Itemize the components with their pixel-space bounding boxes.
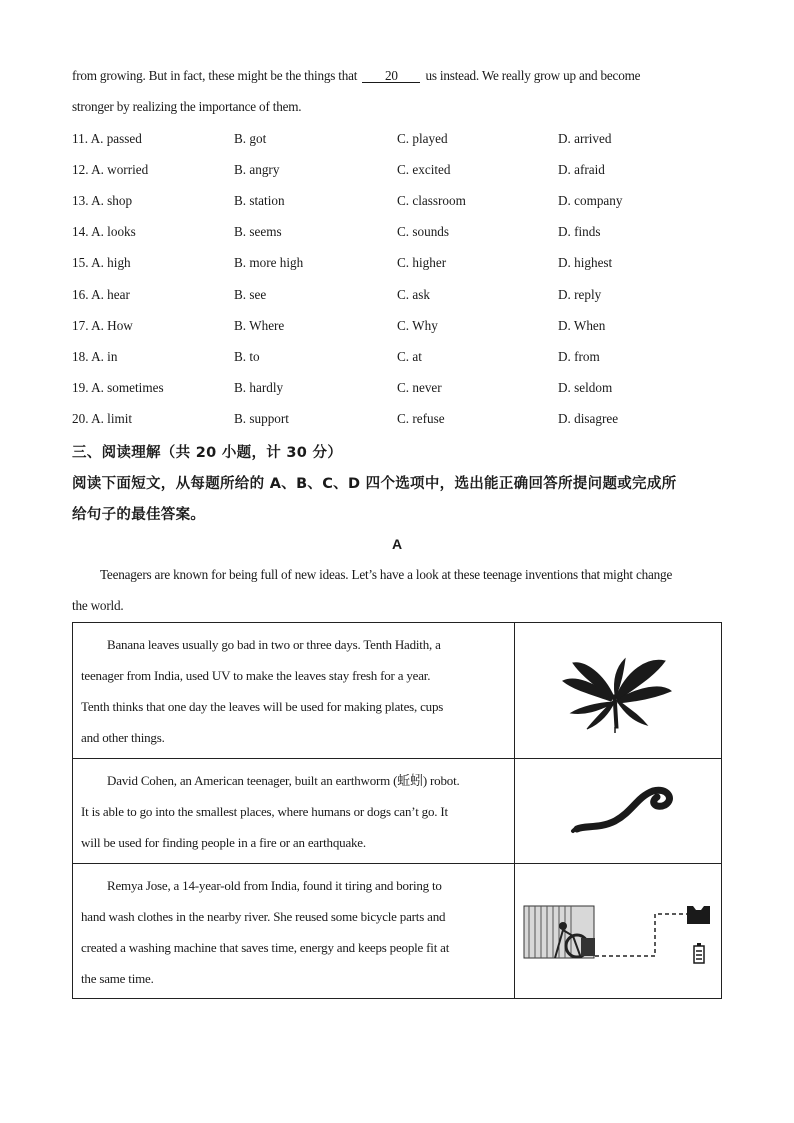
option-a: 19. A. sometimes: [72, 379, 164, 395]
option-d: D. reply: [558, 286, 602, 302]
invention-text-line: hand wash clothes in the nearby river. She reused some bicycle parts and: [81, 909, 446, 924]
option-a: 13. A. shop: [72, 193, 133, 209]
text-after-blank: us instead. We really grow up and become: [425, 68, 641, 83]
passage-intro-line-1: Teenagers are known for being full of new ideas. Let’s have a look at these teenage inventions that might change: [100, 567, 673, 582]
option-a: 18. A. in: [72, 348, 118, 364]
passage-continuation-line-2: stronger by realizing the importance of them.: [72, 99, 302, 114]
option-b: B. angry: [234, 162, 280, 178]
invention-image-cell: [515, 864, 722, 999]
option-c: C. refuse: [397, 410, 445, 426]
option-b: B. support: [234, 410, 289, 426]
invention-text-line: Remya Jose, a 14-year-old from India, found it tiring and boring to: [107, 878, 442, 893]
invention-text-line: Tenth thinks that one day the leaves will be used for making plates, cups: [81, 699, 444, 714]
option-b: B. got: [234, 131, 267, 146]
invention-image-cell: [515, 623, 722, 759]
invention-text-line: will be used for finding people in a fire or an earthquake.: [81, 835, 366, 850]
option-d: D. When: [558, 317, 606, 333]
question-number: 13.: [72, 193, 89, 209]
option-d: D. afraid: [558, 162, 605, 178]
option-c: C. excited: [397, 162, 451, 178]
option-d: D. seldom: [558, 379, 613, 395]
text-before-blank: from growing. But in fact, these might be the things that: [72, 68, 358, 83]
option-d: D. disagree: [558, 410, 619, 426]
question-row: [72, 255, 722, 273]
option-b: B. station: [234, 193, 285, 209]
question-number: 14.: [72, 224, 89, 240]
question-row: [72, 349, 722, 367]
section-heading: 三、阅读理解（共 20 小题，计 30 分）: [72, 445, 343, 461]
option-c: C. Why: [397, 317, 438, 333]
invention-text-line: Banana leaves usually go bad in two or three days. Tenth Hadith, a: [107, 637, 441, 652]
option-a: 16. A. hear: [72, 286, 130, 302]
option-b: B. hardly: [234, 379, 284, 395]
invention-text-line: the same time.: [81, 971, 154, 986]
option-d: D. from: [558, 348, 600, 364]
question-number: 19.: [72, 379, 89, 395]
question-number: 11.: [72, 131, 88, 146]
option-b: B. seems: [234, 224, 282, 240]
banana-plant-icon: [515, 623, 721, 757]
option-d: D. finds: [558, 224, 601, 240]
invention-text-line: It is able to go into the smallest places, where humans or dogs can’t go. It: [81, 804, 448, 819]
invention-text-line: and other things.: [81, 730, 165, 745]
question-number: 20.: [72, 410, 89, 426]
invention-text-cell: [73, 759, 515, 864]
option-a: 20. A. limit: [72, 410, 133, 426]
option-a: 14. A. looks: [72, 224, 136, 240]
option-d: D. arrived: [558, 131, 612, 146]
invention-text-cell: [73, 864, 515, 999]
question-number: 18.: [72, 348, 89, 364]
question-number: 12.: [72, 162, 89, 178]
option-c: C. higher: [397, 255, 447, 271]
option-a: 15. A. high: [72, 255, 131, 271]
question-row: [72, 287, 722, 305]
option-c: C. ask: [397, 286, 430, 302]
option-b: B. see: [234, 286, 267, 302]
table-row: [73, 864, 722, 999]
option-c: C. classroom: [397, 193, 466, 209]
option-d: D. company: [558, 193, 623, 209]
invention-text-line: teenager from India, used UV to make the leaves stay fresh for a year.: [81, 668, 431, 683]
passage-intro-line-2: the world.: [72, 598, 124, 613]
earthworm-robot-icon: [515, 759, 721, 862]
option-c: C. at: [397, 348, 422, 364]
question-row: [72, 380, 722, 398]
question-row: [72, 131, 722, 149]
option-b: B. to: [234, 348, 260, 364]
option-b: B. Where: [234, 317, 285, 333]
question-number: 16.: [72, 286, 89, 302]
invention-text-cell: [73, 623, 515, 759]
option-b: B. more high: [234, 255, 304, 271]
table-row: [73, 623, 722, 759]
invention-text-line: created a washing machine that saves time, energy and keeps people fit at: [81, 940, 450, 955]
option-c: C. played: [397, 131, 448, 146]
section-instruction-line-1: 阅读下面短文，从每题所给的 A、B、C、D 四个选项中，选出能正确回答所提问题或完成所: [72, 476, 677, 492]
option-d: D. highest: [558, 255, 613, 271]
passage-continuation-line-1: [72, 68, 640, 84]
question-number: 15.: [72, 255, 89, 271]
question-row: [72, 411, 722, 429]
answer-blank: 20: [362, 69, 420, 83]
bicycle-washing-machine-icon: [515, 864, 721, 996]
question-number: 17.: [72, 317, 89, 333]
question-row: [72, 224, 722, 242]
option-c: C. sounds: [397, 224, 450, 240]
question-row: [72, 162, 722, 180]
invention-image-cell: [515, 759, 722, 864]
invention-text-line: David Cohen, an American teenager, built an earthworm (蚯蚓) robot.: [107, 773, 460, 788]
section-instruction-line-2: 给句子的最佳答案。: [72, 507, 206, 523]
option-a: 11. A. passed: [72, 131, 142, 146]
passage-label: A: [391, 536, 403, 552]
question-row: [72, 318, 722, 336]
option-c: C. never: [397, 379, 442, 395]
option-a: 12. A. worried: [72, 162, 149, 178]
option-a: 17. A. How: [72, 317, 133, 333]
question-row: [72, 193, 722, 211]
table-row: [73, 759, 722, 864]
inventions-table: [72, 622, 722, 999]
